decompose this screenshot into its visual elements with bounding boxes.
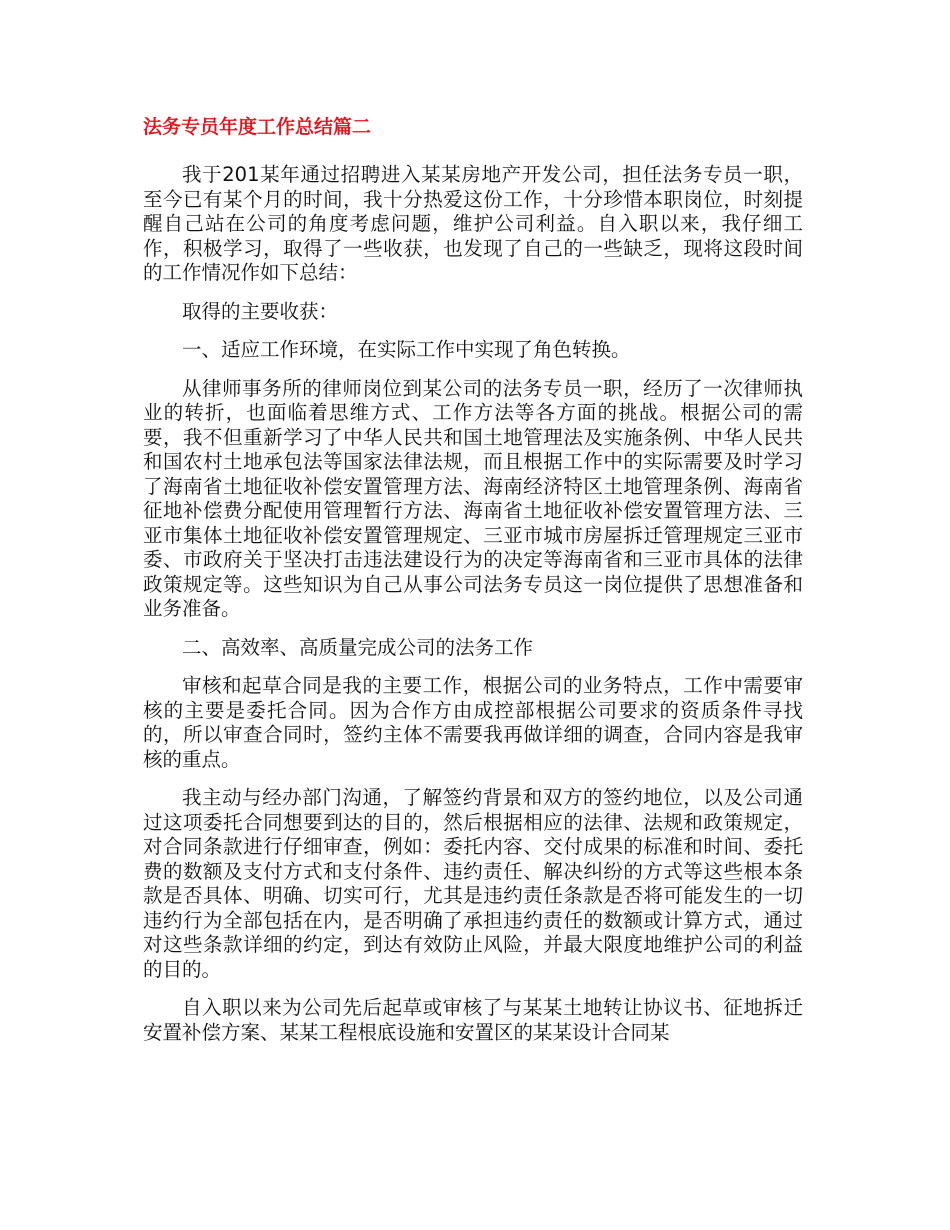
paragraph-role-transition: 从律师事务所的律师岗位到某公司的法务专员一职，经历了一次律师执业的转折，也面临着思维方式、工作方法等各方面的挑战。根据公司的需要，我不但重新学习了中华人民共和国土地管理法及实施条例、中华人民共和国农村土地承包法等国家法律法规，而且根据工作中的实际需要及时学习了海南省土地征收补偿安置管理方法、海南经济特区土地管理条例、海南省征地补偿费分配使用管理暂行方法、海南省土地征收补偿安置管理方法、三亚市集体土地征收补偿安置管理规定、三亚市城市房屋拆迁管理规定三亚市委、市政府关于坚决打击违法建设行为的决定等海南省和三亚市具体的法律政策规定等。这些知识为自己从事公司法务专员这一岗位提供了思想准备和业务准备。 bbox=[143, 376, 803, 620]
document-body bbox=[143, 113, 803, 1059]
paragraph-intro: 我于201某年通过招聘进入某某房地产开发公司，担任法务专员一职，至今已有某个月的时间，我十分热爱这份工作，十分珍惜本职岗位，时刻提醒自己站在公司的角度考虑问题，维护公司利益。自入职以来，我仔细工作，积极学习，取得了一些收获，也发现了自己的一些缺乏，现将这段时间的工作情况作如下总结： bbox=[143, 163, 803, 284]
paragraph-section-two-heading: 二、高效率、高质量完成公司的法务工作 bbox=[182, 635, 534, 659]
paragraph-communication: 我主动与经办部门沟通，了解签约背景和双方的签约地位，以及公司通过这项委托合同想要到达的目的，然后根据相应的法律、法规和政策规定，对合同条款进行仔细审查，例如：委托内容、交付成果的标准和时间、委托费的数额及支付方式和支付条件、违约责任、解决纠纷的方式等这些根本条款是否具体、明确、切实可行，尤其是违约责任条款是否将可能发生的一切违约行为全部包括在内，是否明确了承担违约责任的数额或计算方式，通过对这些条款详细的约定，到达有效防止风险，并最大限度地维护公司的利益的目的。 bbox=[143, 786, 803, 981]
document-title: 法务专员年度工作总结篇二 bbox=[143, 116, 372, 138]
paragraph-contract-review: 审核和起草合同是我的主要工作，根据公司的业务特点，工作中需要审核的主要是委托合同。因为合作方由成控部根据公司要求的资质条件寻找的，所以审查合同时，签约主体不需要我再做详细的调查，合同内容是我审核的重点。 bbox=[143, 674, 803, 771]
paragraph-drafted-documents: 自入职以来为公司先后起草或审核了与某某土地转让协议书、征地拆迁安置补偿方案、某某工程根底设施和安置区的某某设计合同某 bbox=[143, 996, 803, 1044]
paragraph-main-gains-heading: 取得的主要收获： bbox=[182, 299, 339, 323]
paragraph-section-one-heading: 一、适应工作环境，在实际工作中实现了角色转换。 bbox=[182, 338, 631, 361]
